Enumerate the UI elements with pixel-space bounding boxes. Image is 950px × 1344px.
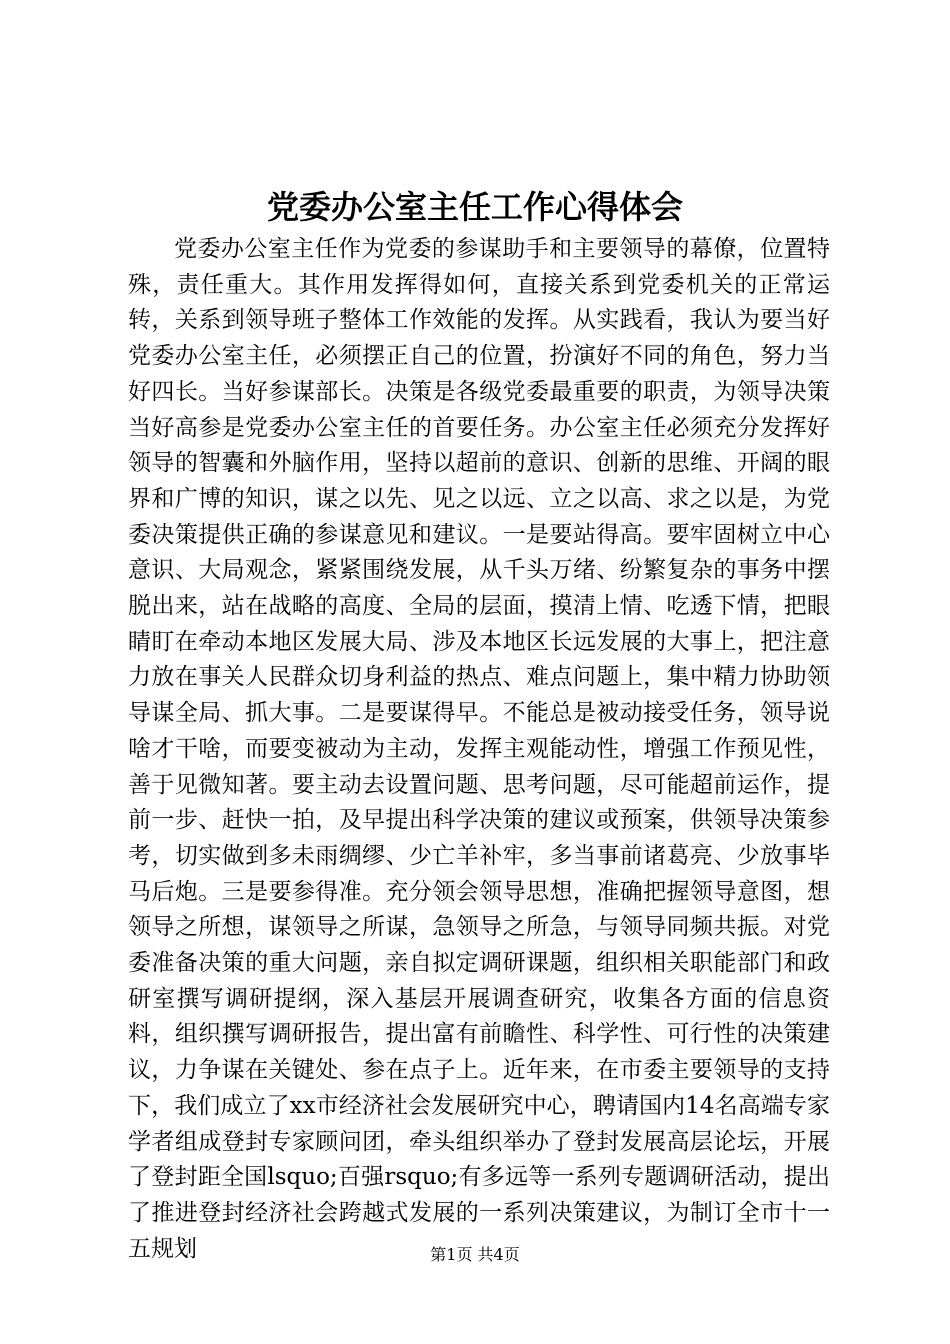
document-title: 党委办公室主任工作心得体会 bbox=[266, 188, 683, 226]
document-body-paragraph: 党委办公室主任作为党委的参谋助手和主要领导的幕僚，位置特殊，责任重大。其作用发挥得如何，直接关系到党委机关的正常运转，关系到领导班子整体工作效能的发挥。从实践看，我认为要当好党委办公室主任，必须摆正自己的位置，扮演好不同的角色，努力当好四长。当好参谋部长。决策是各级党委最重要的职责，为领导决策当好高参是党委办公室主任的首要任务。办公室主任必须充分发挥好领导的智囊和外脑作用，坚持以超前的意识、创新的思维、开阔的眼界和广博的知识，谋之以先、见之以远、立之以高、求之以是，为党委决策提供正确的参谋意见和建议。一是要站得高。要牢固树立中心意识、大局观念，紧紧围绕发展，从千头万绪、纷繁复杂的事务中摆脱出来，站在战略的高度、全局的层面，摸清上情、吃透下情，把眼睛盯在牵动本地区发展大局、涉及本地区长远发展的大事上，把注意力放在事关人民群众切身利益的热点、难点问题上，集中精力协助领导谋全局、抓大事。二是要谋得早。不能总是被动接受任务，领导说啥才干啥，而要变被动为主动，发挥主观能动性，增强工作预见性，善于见微知著。要主动去设置问题、思考问题，尽可能超前运作，提前一步、赶快一拍，及早提出科学决策的建议或预案，供领导决策参考，切实做到多未雨绸缪、少亡羊补牢，多当事前诸葛亮、少放事毕马后炮。三是要参得准。充分领会领导思想，准确把握领导意图，想领导之所想，谋领导之所谋，急领导之所急，与领导同频共振。对党委准备决策的重大问题，亲自拟定调研课题，组织相关职能部门和政研室撰写调研提纲，深入基层开展调查研究，收集各方面的信息资料，组织撰写调研报告，提出富有前瞻性、科学性、可行性的决策建议，力争谋在关键处、参在点子上。近年来，在市委主要领导的支持下，我们成立了xx市经济社会发展研究中心，聘请国内14名高端专家学者组成登封专家顾问团，牵头组织举办了登封发展高层论坛，开展了登封距全国lsquo;百强rsquo;有多远等一系列专题调研活动，提出了推进登封经济社会跨越式发展的一系列决策建议，为制订全市十一五规划 bbox=[128, 236, 830, 1262]
page-number-footer: 第1页 共4页 bbox=[430, 1245, 520, 1264]
